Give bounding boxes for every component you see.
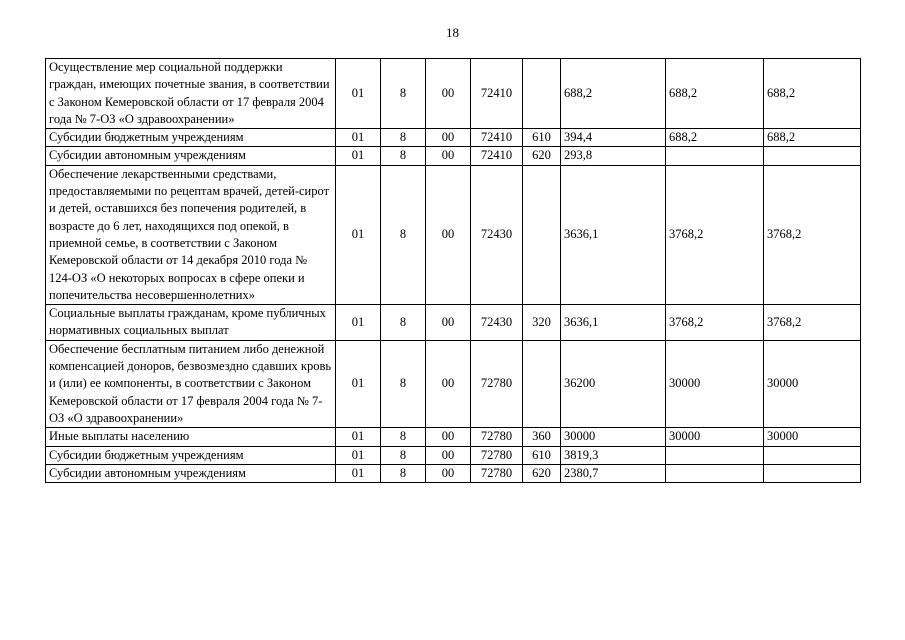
value-year-1: 3819,3	[561, 446, 666, 464]
value-year-1: 293,8	[561, 147, 666, 165]
row-name: Субсидии бюджетным учреждениям	[46, 446, 336, 464]
value-year-1: 394,4	[561, 129, 666, 147]
value-year-2: 3768,2	[666, 165, 764, 304]
page-number: 18	[446, 25, 459, 40]
code-direction: 72780	[471, 446, 523, 464]
code-expense-type: 360	[523, 428, 561, 446]
code-subprogram: 00	[426, 59, 471, 129]
value-year-3: 688,2	[764, 59, 861, 129]
code-program: 8	[381, 129, 426, 147]
table-row	[46, 464, 861, 482]
code-section: 01	[336, 464, 381, 482]
row-name: Социальные выплаты гражданам, кроме публичных нормативных социальных выплат	[46, 305, 336, 341]
row-name: Субсидии бюджетным учреждениям	[46, 129, 336, 147]
value-year-2	[666, 147, 764, 165]
code-section: 01	[336, 446, 381, 464]
value-year-1: 688,2	[561, 59, 666, 129]
value-year-2: 688,2	[666, 129, 764, 147]
code-program: 8	[381, 428, 426, 446]
value-year-1: 3636,1	[561, 165, 666, 304]
code-section: 01	[336, 165, 381, 304]
value-year-3: 30000	[764, 428, 861, 446]
value-year-2	[666, 464, 764, 482]
code-program: 8	[381, 340, 426, 427]
value-year-1: 2380,7	[561, 464, 666, 482]
code-direction: 72410	[471, 59, 523, 129]
value-year-3	[764, 446, 861, 464]
row-name: Обеспечение лекарственными средствами, предоставляемыми по рецептам врачей, детей-сирот и детей, оставшихся без попечения родителей, в возрасте до 6 лет, находящихся под опекой, в приемной семье, в соответствии с Законом Кемеровской области от 14 декабря 2010 года № 124-ОЗ «О некоторых вопросах в сфере опеки и попечительства несовершеннолетних»	[46, 165, 336, 304]
table-row	[46, 129, 861, 147]
row-name: Субсидии автономным учреждениям	[46, 464, 336, 482]
code-expense-type: 610	[523, 446, 561, 464]
code-section: 01	[336, 340, 381, 427]
value-year-2	[666, 446, 764, 464]
code-subprogram: 00	[426, 428, 471, 446]
table-row	[46, 59, 861, 129]
code-expense-type	[523, 59, 561, 129]
code-program: 8	[381, 305, 426, 341]
code-direction: 72780	[471, 464, 523, 482]
row-name: Иные выплаты населению	[46, 428, 336, 446]
code-expense-type: 620	[523, 147, 561, 165]
table-row	[46, 165, 861, 304]
row-name: Субсидии автономным учреждениям	[46, 147, 336, 165]
code-program: 8	[381, 464, 426, 482]
code-subprogram: 00	[426, 305, 471, 341]
code-section: 01	[336, 428, 381, 446]
value-year-3: 688,2	[764, 129, 861, 147]
code-section: 01	[336, 129, 381, 147]
value-year-2: 688,2	[666, 59, 764, 129]
code-section: 01	[336, 305, 381, 341]
value-year-3: 3768,2	[764, 165, 861, 304]
value-year-2: 30000	[666, 340, 764, 427]
code-section: 01	[336, 59, 381, 129]
table-row	[46, 446, 861, 464]
row-name: Осуществление мер социальной поддержки граждан, имеющих почетные звания, в соответствии с Законом Кемеровской области от 17 февраля 2004 года № 7-ОЗ «О здравоохранении»	[46, 59, 336, 129]
value-year-3	[764, 464, 861, 482]
value-year-1: 36200	[561, 340, 666, 427]
code-program: 8	[381, 165, 426, 304]
table-row	[46, 147, 861, 165]
budget-table	[45, 58, 861, 483]
code-subprogram: 00	[426, 129, 471, 147]
code-expense-type: 620	[523, 464, 561, 482]
code-subprogram: 00	[426, 165, 471, 304]
value-year-1: 30000	[561, 428, 666, 446]
code-expense-type	[523, 165, 561, 304]
code-program: 8	[381, 446, 426, 464]
code-expense-type: 320	[523, 305, 561, 341]
row-name: Обеспечение бесплатным питанием либо денежной компенсацией доноров, безвозмездно сдавших кровь и (или) ее компоненты, в соответствии с Законом Кемеровской области от 17 февраля 2004 года № 7-ОЗ «О здравоохранении»	[46, 340, 336, 427]
code-subprogram: 00	[426, 147, 471, 165]
code-direction: 72780	[471, 428, 523, 446]
code-direction: 72410	[471, 147, 523, 165]
value-year-3: 30000	[764, 340, 861, 427]
value-year-3	[764, 147, 861, 165]
code-section: 01	[336, 147, 381, 165]
code-direction: 72780	[471, 340, 523, 427]
code-subprogram: 00	[426, 464, 471, 482]
table-row	[46, 340, 861, 427]
code-program: 8	[381, 59, 426, 129]
value-year-2: 30000	[666, 428, 764, 446]
code-direction: 72430	[471, 305, 523, 341]
table-row	[46, 428, 861, 446]
code-subprogram: 00	[426, 446, 471, 464]
table-row	[46, 305, 861, 341]
value-year-1: 3636,1	[561, 305, 666, 341]
code-expense-type	[523, 340, 561, 427]
value-year-3: 3768,2	[764, 305, 861, 341]
code-expense-type: 610	[523, 129, 561, 147]
code-subprogram: 00	[426, 340, 471, 427]
code-program: 8	[381, 147, 426, 165]
code-direction: 72430	[471, 165, 523, 304]
code-direction: 72410	[471, 129, 523, 147]
value-year-2: 3768,2	[666, 305, 764, 341]
